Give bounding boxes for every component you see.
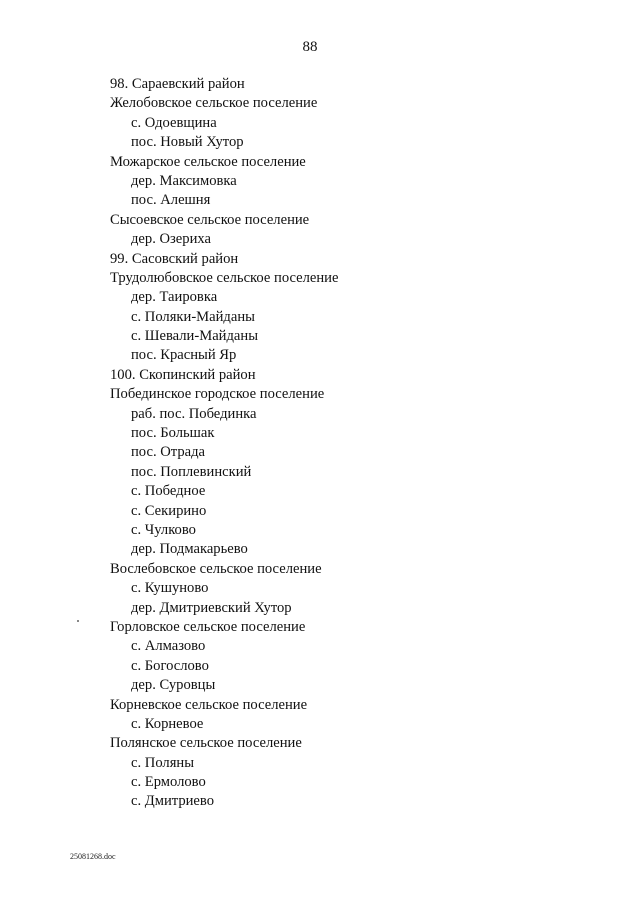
- settlement-line: с. Кушуново: [131, 580, 209, 597]
- settlement-line: с. Алмазово: [131, 638, 206, 655]
- settlement-line: пос. Новый Хутор: [131, 134, 244, 151]
- settlement-line: с. Чулково: [131, 521, 196, 538]
- heading-line: Желобовское сельское поселение: [110, 95, 318, 112]
- settlement-line: дер. Дмитриевский Хутор: [131, 599, 292, 616]
- settlement-line: пос. Красный Яр: [131, 347, 237, 364]
- settlement-line: с. Шевали-Майданы: [131, 328, 259, 345]
- heading-line: 99. Сасовский район: [110, 250, 239, 267]
- settlement-line: с. Поляны: [131, 754, 195, 771]
- settlement-line: дер. Суровцы: [131, 677, 216, 694]
- heading-line: Горловское сельское поселение: [110, 618, 306, 635]
- settlement-line: с. Секирино: [131, 502, 207, 519]
- settlement-line: пос. Отрада: [131, 444, 206, 461]
- settlement-line: пос. Алешня: [131, 192, 211, 209]
- heading-line: Вослебовское сельское поселение: [110, 560, 322, 577]
- settlement-line: дер. Подмакарьево: [131, 541, 248, 558]
- settlement-line: пос. Поплевинский: [131, 463, 252, 480]
- heading-line: 100. Скопинский район: [110, 366, 256, 383]
- page-number: 88: [302, 39, 318, 55]
- heading-line: Трудолюбовское сельское поселение: [110, 269, 339, 286]
- scan-speck: [77, 620, 79, 622]
- heading-line: Сысоевское сельское поселение: [110, 211, 310, 228]
- footer-filename: 25081268.doc: [70, 852, 116, 861]
- heading-line: Можарское сельское поселение: [110, 153, 306, 170]
- settlement-line: пос. Большак: [131, 425, 215, 442]
- settlement-line: с. Ермолово: [131, 774, 206, 791]
- heading-line: Полянское сельское поселение: [110, 735, 302, 752]
- settlement-line: дер. Озериха: [131, 231, 211, 248]
- settlement-line: с. Богослово: [131, 657, 209, 674]
- settlement-line: раб. пос. Побединка: [131, 405, 257, 422]
- settlement-line: с. Дмитриево: [131, 793, 215, 810]
- settlement-line: дер. Максимовка: [131, 172, 237, 189]
- document-body: [110, 75, 590, 812]
- heading-line: Побединское городское поселение: [110, 386, 325, 403]
- heading-line: Корневское сельское поселение: [110, 696, 308, 713]
- settlement-line: с. Одоевщина: [131, 114, 217, 131]
- settlement-line: дер. Таировка: [131, 289, 218, 306]
- settlement-line: с. Победное: [131, 483, 206, 500]
- settlement-line: с. Поляки-Майданы: [131, 308, 255, 325]
- heading-line: 98. Сараевский район: [110, 76, 245, 92]
- settlement-line: с. Корневое: [131, 715, 204, 732]
